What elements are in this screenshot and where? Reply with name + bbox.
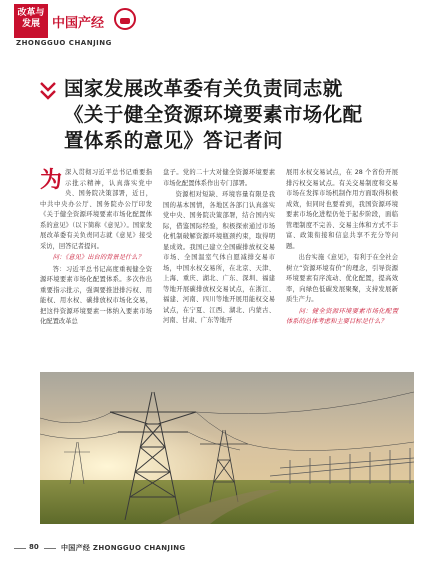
chevron-down-icon: [40, 80, 56, 106]
magazine-logo: [14, 4, 142, 50]
column-1: [40, 168, 152, 329]
paragraph: [40, 168, 152, 252]
logo-pinyin: ZHONGGUO CHANJING: [16, 39, 112, 47]
page-number: 80: [29, 543, 39, 551]
dropcap: 为: [40, 168, 63, 193]
page-footer: [14, 543, 414, 557]
paragraph: 展用水权交易试点，在 28 个省份开展排污权交易试点。有关交易制度和交易市场在发挥市场机制作用方面取得积极成效，但同时也要看到，我国资源环境要素市场化进程仍处于起步阶段，面临管理制度不完善、交易主体和方式不丰富、政策衔接和信息共享不充分等问题。: [286, 169, 398, 250]
question-heading: 问：健全资源环境要素市场化配置体系的总体考虑和主要目标是什么？: [286, 307, 398, 325]
logo-magazine-name: 中国产经: [52, 16, 105, 31]
logo-emblem-icon: [114, 8, 136, 30]
question-heading: 问：《意见》出台的背景是什么？: [52, 254, 144, 261]
column-3: [286, 168, 398, 329]
paragraph-text: 深入贯彻习近平总书记重要指示批示精神，认真落实党中央、国务院决策部署，近日，中共中央办公厅、国务院办公厅印发《关于健全资源环境要素市场化配置体系的意见》（以下简称《意见》）。国家发展改革委有关负责同志就《意见》接受采访，回答记者提问。: [40, 169, 152, 250]
footer-magazine-name: 中国产经 ZHONGGUO CHANJING: [61, 544, 186, 552]
article-body: [40, 168, 414, 368]
paragraph: 盘子。党的二十大对健全资源环境要素市场化配置体系作出专门部署。: [163, 169, 275, 187]
title-line-3: 置体系的意见》答记者问: [64, 129, 283, 152]
title-line-1: 国家发展改革委有关负责同志就: [64, 77, 343, 100]
footer-rule: [14, 548, 26, 549]
footer-rule: [44, 548, 56, 549]
logo-badge: 改革与发展: [14, 4, 48, 38]
paragraph: 出台实施《意见》，有利于在全社会树立“资源环境有价”的理念，引导资源环境要素有序流动、优化配置，提高效率，向绿色低碳发展聚聚，支持发展新质生产力。: [286, 254, 398, 303]
article-title: [64, 76, 402, 154]
column-2: [163, 168, 275, 328]
paragraph: 资源相对短缺、环境容量有限是我国的基本国情，各地区各部门认真落实党中央、国务院决策部署，结合国内实际，借鉴国际经验，积极探索通过市场化机制破解资源环境瓶颈约束，取得明显成效。我国已建立全国碳排放权交易市场、全国温室气体自愿减排交易市场，中国水权交易所，在北京、天津、上海、重庆、湖北、广东、深圳、福建等地开展碳排放权交易试点，在浙江、福建、河南、四川等地开展用能权交易试点，在宁夏、江西、湖北、内蒙古、河南、甘肃、广东等地开: [163, 191, 275, 324]
paragraph: 答：习近平总书记高度重视健全资源环境要素市场化配置体系。多次作出重要指示批示，强调要推进排污权、用能权、用水权、碳排放权市场化交易，把这件资源环境要素一体纳入要素市场化配置改革总: [40, 265, 152, 325]
title-line-2: 《关于健全资源环境要素市场化配: [64, 103, 363, 126]
power-towers-photo: [40, 372, 414, 524]
